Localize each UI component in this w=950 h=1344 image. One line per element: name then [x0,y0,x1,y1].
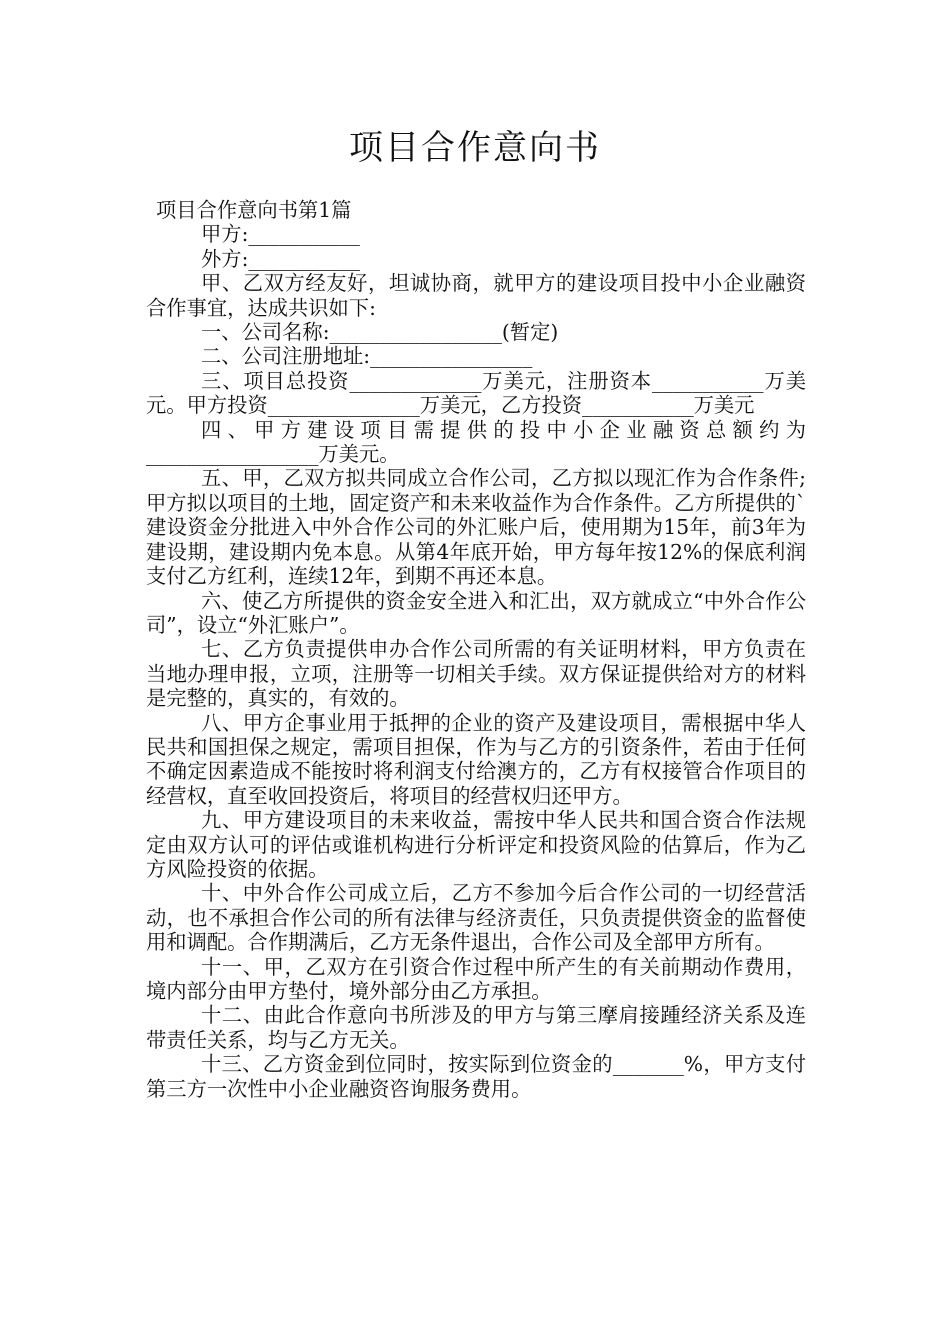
clause-4: 四、甲方建设项目需提供的投中小企业融资总额约为_________________万美元。 [146,417,806,467]
clause-11: 十一、甲，乙双方在引资合作过程中所产生的有关前期动作费用，境内部分由甲方垫付，境外部分由乙方承担。 [146,954,806,1003]
clause-5: 五、甲，乙双方拟共同成立合作公司，乙方拟以现汇作为合作条件;甲方拟以项目的土地，固定资产和未来收益作为合作条件。乙方所提供的`建设资金分批进入中外合作公司的外汇账户后，使用期为15年，前3年为建设期，建设期内免本息。从第4年底开始，甲方每年按12%的保底利润支付乙方红利，连续12年，到期不再还本息。 [146,466,806,589]
clause-13: 十三、乙方资金到位同时，按实际到位资金的_______%，甲方支付第三方一次性中小企业融资咨询服务费用。 [146,1052,806,1101]
party-a-line: 甲方:___________ [201,222,360,247]
document-subtitle: 项目合作意向书第1篇 [156,198,352,222]
clause-2: 二、公司注册地址:________________ [201,344,533,369]
party-foreign-line: 外方:___________ [201,246,360,271]
clause-1: 一、公司名称:_________________(暂定) [201,320,559,345]
clause-9: 九、甲方建设项目的未来收益，需按中华人民共和国合资合作法规定由双方认可的评估或谁机构进行分析评定和投资风险的估算后，作为乙方风险投资的依据。 [146,808,806,881]
clause-3: 三、项目总投资_____________万美元，注册资本___________万美元。甲方投资_______________万美元，乙方投资___________万美元 [146,368,806,418]
clause-8: 八、甲方企事业用于抵押的企业的资产及建设项目，需根据中华人民共和国担保之规定，需项目担保，作为与乙方的引资条件，若由于任何不确定因素造成不能按时将利润支付给澳方的，乙方有权接管合作项目的经营权，直至收回投资后，将项目的经营权归还甲方。 [146,710,806,808]
document-title: 项目合作意向书 [349,128,601,168]
clause-7: 七、乙方负责提供申办合作公司所需的有关证明材料，甲方负责在当地办理申报，立项，注册等一切相关手续。双方保证提供给对方的材料是完整的，真实的，有效的。 [146,637,806,711]
clause-6: 六、使乙方所提供的资金安全进入和汇出，双方就成立“中外合作公司”，设立“外汇账户”。 [146,588,806,637]
document-body [146,198,806,1101]
paragraph-intro: 甲、乙双方经友好，坦诚协商，就甲方的建设项目投中小企业融资合作事宜，达成共识如下: [146,271,806,320]
clause-12: 十二、由此合作意向书所涉及的甲方与第三摩肩接踵经济关系及连带责任关系，均与乙方无关。 [146,1003,806,1052]
clause-10: 十、中外合作公司成立后，乙方不参加今后合作公司的一切经营活动，也不承担合作公司的所有法律与经济责任，只负责提供资金的监督使用和调配。合作期满后，乙方无条件退出，合作公司及全部甲方所有。 [146,881,806,955]
